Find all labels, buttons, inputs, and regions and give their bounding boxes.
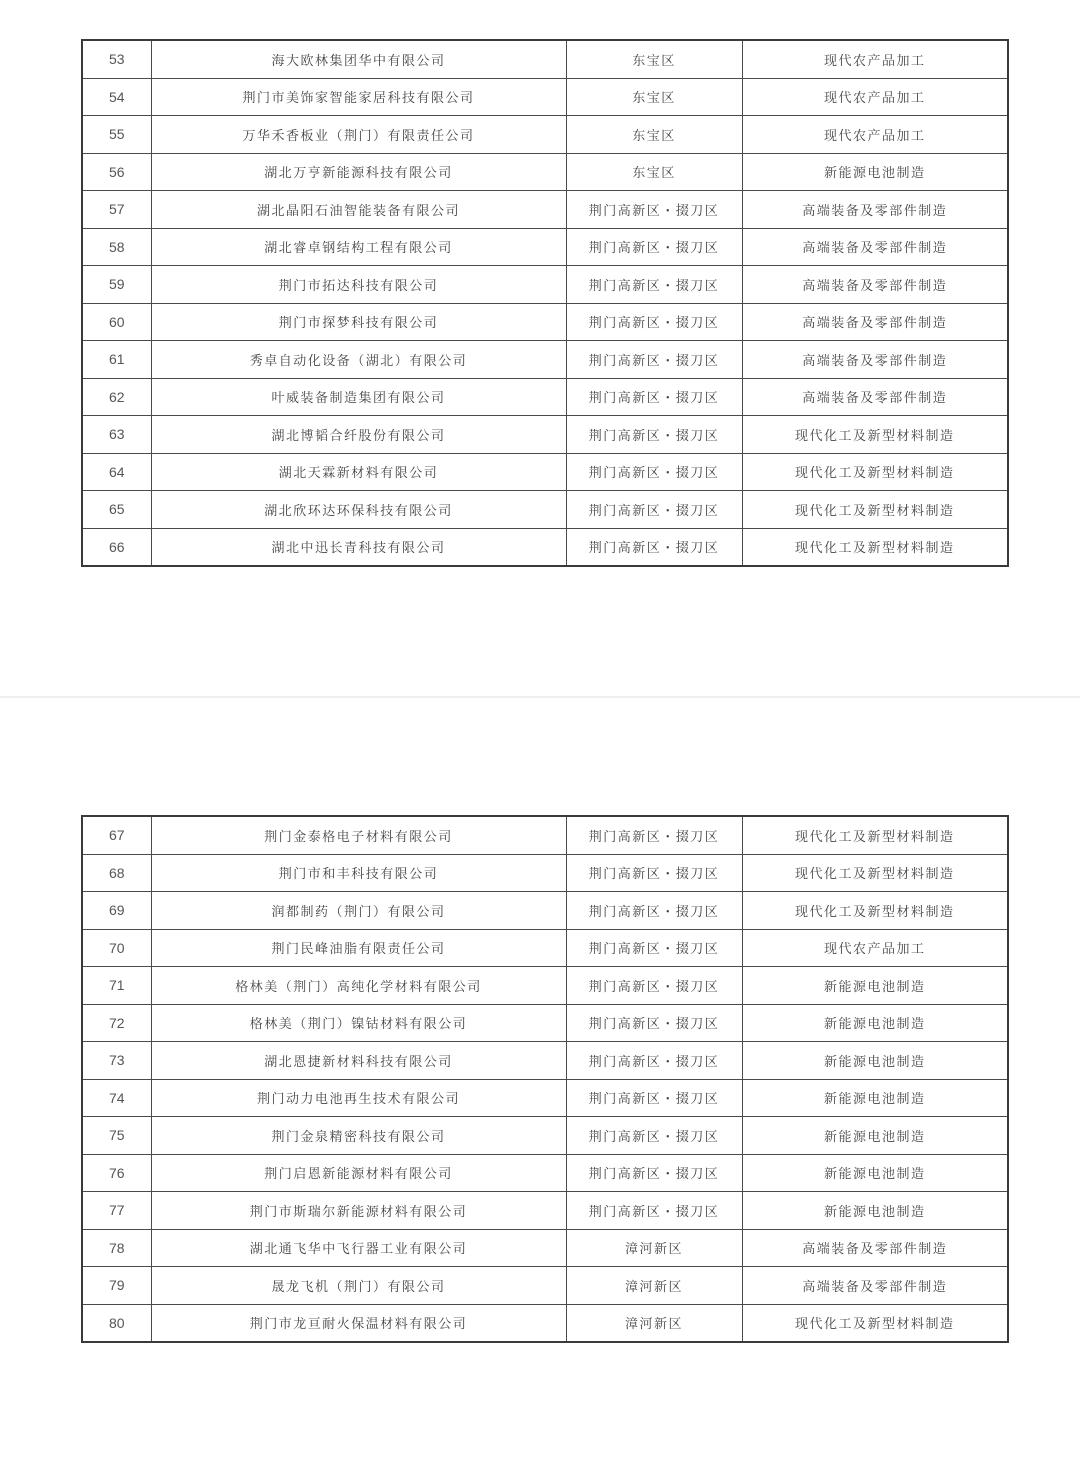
row-number-cell: 79 — [82, 1267, 151, 1305]
row-number-cell: 72 — [82, 1004, 151, 1042]
table-row — [82, 967, 1008, 1005]
company-name-cell: 湖北睿卓钢结构工程有限公司 — [151, 228, 566, 266]
district-cell: 荆门高新区・掇刀区 — [566, 1192, 742, 1230]
page-separator — [0, 696, 1080, 698]
table-row — [82, 1192, 1008, 1230]
company-name-cell: 荆门市探梦科技有限公司 — [151, 303, 566, 341]
company-name-cell: 荆门金泰格电子材料有限公司 — [151, 816, 566, 854]
company-name-cell: 荆门市美饰家智能家居科技有限公司 — [151, 78, 566, 116]
row-number-cell: 80 — [82, 1304, 151, 1342]
industry-cell: 高端装备及零部件制造 — [742, 1267, 1008, 1305]
district-cell: 荆门高新区・掇刀区 — [566, 266, 742, 304]
row-number-cell: 66 — [82, 528, 151, 566]
industry-cell: 高端装备及零部件制造 — [742, 378, 1008, 416]
table-row — [82, 1304, 1008, 1342]
table-row — [82, 266, 1008, 304]
table-row — [82, 78, 1008, 116]
industry-cell: 新能源电池制造 — [742, 1004, 1008, 1042]
row-number-cell: 61 — [82, 341, 151, 379]
table-row — [82, 528, 1008, 566]
district-cell: 荆门高新区・掇刀区 — [566, 191, 742, 229]
district-cell: 荆门高新区・掇刀区 — [566, 854, 742, 892]
row-number-cell: 71 — [82, 967, 151, 1005]
row-number-cell: 55 — [82, 116, 151, 154]
district-cell: 荆门高新区・掇刀区 — [566, 491, 742, 529]
district-cell: 荆门高新区・掇刀区 — [566, 341, 742, 379]
row-number-cell: 69 — [82, 892, 151, 930]
industry-cell: 现代化工及新型材料制造 — [742, 892, 1008, 930]
table-body — [82, 40, 1008, 566]
industry-cell: 现代化工及新型材料制造 — [742, 491, 1008, 529]
company-name-cell: 荆门民峰油脂有限责任公司 — [151, 929, 566, 967]
table-row — [82, 491, 1008, 529]
table-row — [82, 1229, 1008, 1267]
company-name-cell: 湖北万亨新能源科技有限公司 — [151, 153, 566, 191]
district-cell: 荆门高新区・掇刀区 — [566, 378, 742, 416]
enterprise-table-page-1 — [81, 39, 1009, 567]
company-name-cell: 荆门市和丰科技有限公司 — [151, 854, 566, 892]
row-number-cell: 57 — [82, 191, 151, 229]
industry-cell: 高端装备及零部件制造 — [742, 303, 1008, 341]
table-row — [82, 1154, 1008, 1192]
table-row — [82, 816, 1008, 854]
district-cell: 荆门高新区・掇刀区 — [566, 967, 742, 1005]
row-number-cell: 63 — [82, 416, 151, 454]
row-number-cell: 70 — [82, 929, 151, 967]
district-cell: 漳河新区 — [566, 1267, 742, 1305]
row-number-cell: 68 — [82, 854, 151, 892]
industry-cell: 现代化工及新型材料制造 — [742, 854, 1008, 892]
company-name-cell: 秀卓自动化设备（湖北）有限公司 — [151, 341, 566, 379]
district-cell: 漳河新区 — [566, 1304, 742, 1342]
district-cell: 东宝区 — [566, 153, 742, 191]
district-cell: 东宝区 — [566, 40, 742, 78]
company-name-cell: 格林美（荆门）高纯化学材料有限公司 — [151, 967, 566, 1005]
table-row — [82, 929, 1008, 967]
industry-cell: 新能源电池制造 — [742, 1042, 1008, 1080]
district-cell: 荆门高新区・掇刀区 — [566, 1004, 742, 1042]
company-name-cell: 荆门启恩新能源材料有限公司 — [151, 1154, 566, 1192]
table-row — [82, 1042, 1008, 1080]
table-row — [82, 153, 1008, 191]
row-number-cell: 54 — [82, 78, 151, 116]
company-name-cell: 荆门市斯瑞尔新能源材料有限公司 — [151, 1192, 566, 1230]
table-row — [82, 191, 1008, 229]
table-row — [82, 303, 1008, 341]
district-cell: 荆门高新区・掇刀区 — [566, 303, 742, 341]
table-row — [82, 1079, 1008, 1117]
company-name-cell: 湖北博韬合纤股份有限公司 — [151, 416, 566, 454]
row-number-cell: 67 — [82, 816, 151, 854]
district-cell: 漳河新区 — [566, 1229, 742, 1267]
row-number-cell: 73 — [82, 1042, 151, 1080]
district-cell: 荆门高新区・掇刀区 — [566, 416, 742, 454]
table-row — [82, 228, 1008, 266]
district-cell: 荆门高新区・掇刀区 — [566, 453, 742, 491]
company-name-cell: 格林美（荆门）镍钴材料有限公司 — [151, 1004, 566, 1042]
district-cell: 荆门高新区・掇刀区 — [566, 892, 742, 930]
company-name-cell: 润都制药（荆门）有限公司 — [151, 892, 566, 930]
industry-cell: 现代农产品加工 — [742, 929, 1008, 967]
industry-cell: 高端装备及零部件制造 — [742, 266, 1008, 304]
industry-cell: 高端装备及零部件制造 — [742, 228, 1008, 266]
district-cell: 东宝区 — [566, 116, 742, 154]
industry-cell: 现代农产品加工 — [742, 78, 1008, 116]
industry-cell: 现代化工及新型材料制造 — [742, 416, 1008, 454]
table-row — [82, 1117, 1008, 1155]
district-cell: 荆门高新区・掇刀区 — [566, 929, 742, 967]
company-name-cell: 荆门动力电池再生技术有限公司 — [151, 1079, 566, 1117]
company-name-cell: 湖北晶阳石油智能装备有限公司 — [151, 191, 566, 229]
row-number-cell: 76 — [82, 1154, 151, 1192]
district-cell: 荆门高新区・掇刀区 — [566, 1079, 742, 1117]
industry-cell: 现代农产品加工 — [742, 40, 1008, 78]
row-number-cell: 78 — [82, 1229, 151, 1267]
industry-cell: 高端装备及零部件制造 — [742, 1229, 1008, 1267]
company-name-cell: 湖北中迅长青科技有限公司 — [151, 528, 566, 566]
row-number-cell: 58 — [82, 228, 151, 266]
company-name-cell: 万华禾香板业（荆门）有限责任公司 — [151, 116, 566, 154]
company-name-cell: 湖北天霖新材料有限公司 — [151, 453, 566, 491]
company-name-cell: 荆门市龙亘耐火保温材料有限公司 — [151, 1304, 566, 1342]
row-number-cell: 77 — [82, 1192, 151, 1230]
row-number-cell: 65 — [82, 491, 151, 529]
industry-cell: 新能源电池制造 — [742, 1117, 1008, 1155]
table-row — [82, 40, 1008, 78]
industry-cell: 高端装备及零部件制造 — [742, 191, 1008, 229]
district-cell: 荆门高新区・掇刀区 — [566, 528, 742, 566]
table-row — [82, 116, 1008, 154]
industry-cell: 新能源电池制造 — [742, 1079, 1008, 1117]
company-name-cell: 叶威装备制造集团有限公司 — [151, 378, 566, 416]
table-row — [82, 854, 1008, 892]
industry-cell: 现代化工及新型材料制造 — [742, 816, 1008, 854]
industry-cell: 现代化工及新型材料制造 — [742, 1304, 1008, 1342]
enterprise-table-page-2 — [81, 815, 1009, 1343]
table-row — [82, 378, 1008, 416]
industry-cell: 现代农产品加工 — [742, 116, 1008, 154]
row-number-cell: 59 — [82, 266, 151, 304]
district-cell: 荆门高新区・掇刀区 — [566, 1042, 742, 1080]
company-name-cell: 湖北恩捷新材料科技有限公司 — [151, 1042, 566, 1080]
industry-cell: 新能源电池制造 — [742, 1192, 1008, 1230]
table-row — [82, 892, 1008, 930]
table-row — [82, 416, 1008, 454]
table-row — [82, 341, 1008, 379]
row-number-cell: 62 — [82, 378, 151, 416]
row-number-cell: 64 — [82, 453, 151, 491]
company-name-cell: 荆门市拓达科技有限公司 — [151, 266, 566, 304]
table-row — [82, 453, 1008, 491]
industry-cell: 新能源电池制造 — [742, 967, 1008, 1005]
table-body — [82, 816, 1008, 1342]
district-cell: 东宝区 — [566, 78, 742, 116]
industry-cell: 新能源电池制造 — [742, 1154, 1008, 1192]
row-number-cell: 56 — [82, 153, 151, 191]
district-cell: 荆门高新区・掇刀区 — [566, 816, 742, 854]
company-name-cell: 湖北欣环达环保科技有限公司 — [151, 491, 566, 529]
row-number-cell: 60 — [82, 303, 151, 341]
industry-cell: 新能源电池制造 — [742, 153, 1008, 191]
district-cell: 荆门高新区・掇刀区 — [566, 228, 742, 266]
company-name-cell: 荆门金泉精密科技有限公司 — [151, 1117, 566, 1155]
company-name-cell: 晟龙飞机（荆门）有限公司 — [151, 1267, 566, 1305]
industry-cell: 高端装备及零部件制造 — [742, 341, 1008, 379]
row-number-cell: 53 — [82, 40, 151, 78]
row-number-cell: 74 — [82, 1079, 151, 1117]
company-name-cell: 海大欧林集团华中有限公司 — [151, 40, 566, 78]
district-cell: 荆门高新区・掇刀区 — [566, 1154, 742, 1192]
industry-cell: 现代化工及新型材料制造 — [742, 528, 1008, 566]
district-cell: 荆门高新区・掇刀区 — [566, 1117, 742, 1155]
table-row — [82, 1004, 1008, 1042]
industry-cell: 现代化工及新型材料制造 — [742, 453, 1008, 491]
row-number-cell: 75 — [82, 1117, 151, 1155]
company-name-cell: 湖北通飞华中飞行器工业有限公司 — [151, 1229, 566, 1267]
table-row — [82, 1267, 1008, 1305]
